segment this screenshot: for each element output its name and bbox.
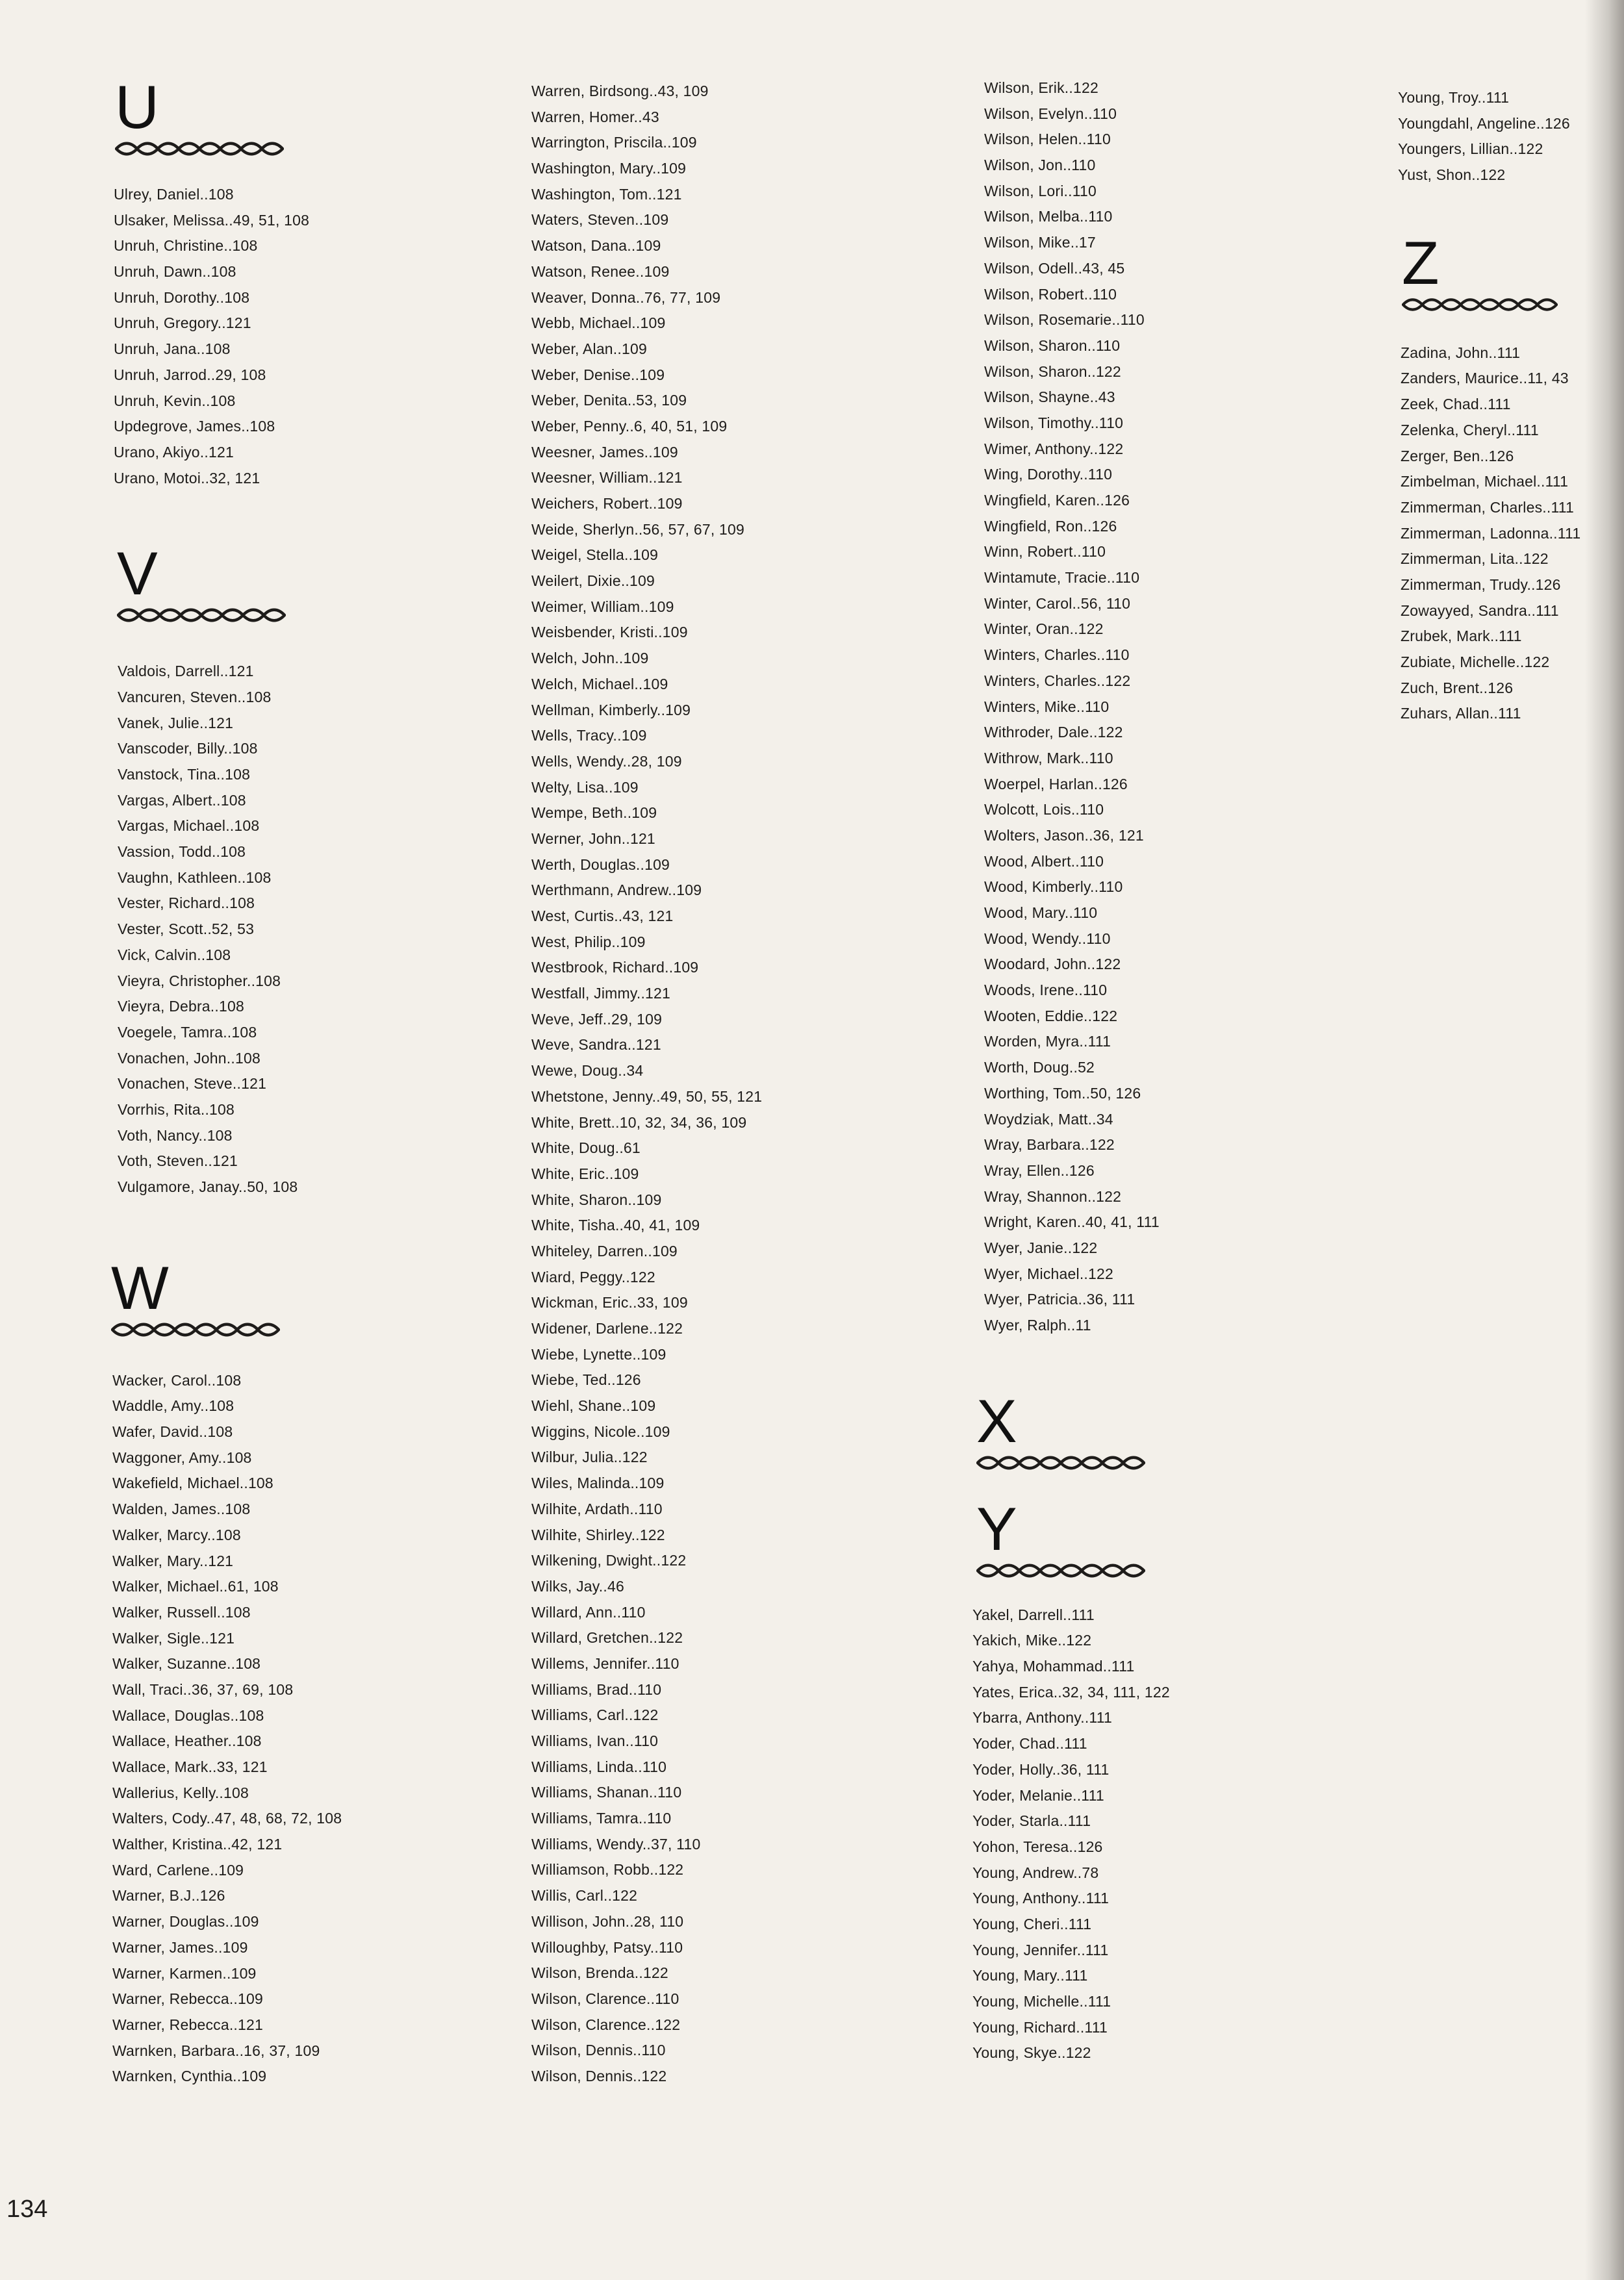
index-entry: Williams, Ivan..110 xyxy=(531,1732,659,1749)
index-entry: Warnken, Cynthia..109 xyxy=(112,2068,267,2085)
index-entry: Unruh, Gregory..121 xyxy=(114,314,251,332)
index-entry: Wilson, Dennis..122 xyxy=(531,2067,667,2084)
index-entry: Washington, Mary..109 xyxy=(531,160,687,177)
index-entry: Vargas, Michael..108 xyxy=(118,817,260,835)
squiggle-divider-icon xyxy=(117,605,286,625)
index-entry: Walker, Russell..108 xyxy=(112,1603,251,1621)
index-entry: Wacker, Carol..108 xyxy=(112,1371,242,1389)
index-entry: Wolters, Jason..36, 121 xyxy=(984,826,1144,844)
entries-y xyxy=(972,1602,1336,2066)
index-entry: Vieyra, Debra..108 xyxy=(118,998,244,1015)
index-entry: Woodard, John..122 xyxy=(984,956,1121,973)
index-entry: Wilson, Timothy..110 xyxy=(984,414,1124,431)
index-entry: White, Eric..109 xyxy=(531,1165,639,1182)
index-entry: Yakel, Darrell..111 xyxy=(972,1606,1095,1623)
index-entry: Youngers, Lillian..122 xyxy=(1398,140,1543,158)
index-entry: White, Sharon..109 xyxy=(531,1191,662,1208)
index-entry: Wilson, Melba..110 xyxy=(984,208,1113,225)
index-entry: Zowayyed, Sandra..111 xyxy=(1401,602,1559,619)
index-entry: Werner, John..121 xyxy=(531,830,655,847)
index-entry: Zerger, Ben..126 xyxy=(1401,447,1514,464)
index-entry: Wintamute, Tracie..110 xyxy=(984,569,1140,587)
index-entry: Willison, John..28, 110 xyxy=(531,1912,684,1930)
index-entry: Yoder, Holly..36, 111 xyxy=(972,1760,1110,1778)
index-entry: Wallace, Mark..33, 121 xyxy=(112,1758,268,1775)
index-entry: Weilert, Dixie..109 xyxy=(531,572,655,590)
index-entry: Warner, James..109 xyxy=(112,1938,248,1956)
index-entry: Wilks, Jay..46 xyxy=(531,1577,624,1595)
index-entry: Wilson, Sharon..122 xyxy=(984,362,1121,380)
index-entry: Wray, Ellen..126 xyxy=(984,1161,1095,1179)
index-entry: Vargas, Albert..108 xyxy=(118,791,246,809)
squiggle-divider-icon xyxy=(1402,295,1558,314)
index-entry: Wafer, David..108 xyxy=(112,1423,233,1441)
squiggle-divider-icon xyxy=(115,139,284,158)
index-entry: Wilson, Mike..17 xyxy=(984,234,1096,251)
index-entry: Withrow, Mark..110 xyxy=(984,749,1113,766)
page-number: 134 xyxy=(6,2196,48,2223)
index-entry: Young, Troy..111 xyxy=(1398,89,1510,106)
index-entry: Vanscoder, Billy..108 xyxy=(118,740,258,757)
index-entry: Withroder, Dale..122 xyxy=(984,724,1123,741)
index-entry: Wilhite, Ardath..110 xyxy=(531,1500,663,1517)
index-entry: Wilson, Clarence..110 xyxy=(531,1990,679,2007)
index-entry: Wallerius, Kelly..108 xyxy=(112,1784,249,1801)
index-entry: Wickman, Eric..33, 109 xyxy=(531,1294,688,1311)
index-entry: Wilson, Helen..110 xyxy=(984,131,1111,148)
index-entry: Ybarra, Anthony..111 xyxy=(972,1709,1112,1727)
index-entry: Wilson, Jon..110 xyxy=(984,157,1096,174)
index-entry: Wolcott, Lois..110 xyxy=(984,801,1104,818)
index-entry: Williams, Carl..122 xyxy=(531,1706,659,1724)
index-entry: Vester, Scott..52, 53 xyxy=(118,920,255,938)
index-entry: Williams, Brad..110 xyxy=(531,1680,662,1698)
index-entry: Yoder, Starla..111 xyxy=(972,1812,1091,1830)
index-entry: Unruh, Christine..108 xyxy=(114,237,258,255)
index-entry: Winter, Oran..122 xyxy=(984,620,1104,638)
index-entry: Willis, Carl..122 xyxy=(531,1887,638,1905)
index-entry: Watson, Renee..109 xyxy=(531,262,670,280)
entries-w-continued xyxy=(531,79,895,2090)
index-entry: Wiehl, Shane..109 xyxy=(531,1397,656,1415)
index-entry: Wyer, Michael..122 xyxy=(984,1265,1113,1282)
entries-u xyxy=(114,182,471,491)
index-entry: Warren, Homer..43 xyxy=(531,108,659,125)
squiggle-divider-icon xyxy=(976,1561,1145,1580)
index-entry: Winter, Carol..56, 110 xyxy=(984,594,1131,612)
index-entry: Worth, Doug..52 xyxy=(984,1059,1095,1076)
index-entry: Wood, Mary..110 xyxy=(984,904,1098,921)
index-entry: Wakefield, Michael..108 xyxy=(112,1475,273,1492)
index-entry: Zuch, Brent..126 xyxy=(1401,679,1514,696)
index-entry: Whetstone, Jenny..49, 50, 55, 121 xyxy=(531,1087,763,1105)
index-entry: Williams, Tamra..110 xyxy=(531,1810,672,1827)
index-entry: Wilson, Robert..110 xyxy=(984,285,1117,303)
index-entry: Willems, Jennifer..110 xyxy=(531,1654,679,1672)
index-entry: Wilson, Shayne..43 xyxy=(984,388,1115,406)
index-entry: Wiebe, Ted..126 xyxy=(531,1371,641,1389)
index-entry: Watson, Dana..109 xyxy=(531,237,661,255)
index-entry: Vonachen, Steve..121 xyxy=(118,1075,267,1093)
index-entry: Webb, Michael..109 xyxy=(531,314,666,332)
section-letter-u: U xyxy=(115,73,159,141)
index-entry: Wing, Dorothy..110 xyxy=(984,466,1113,483)
index-entry: Young, Jennifer..111 xyxy=(972,1941,1109,1958)
index-entry: Zimbelman, Michael..111 xyxy=(1401,473,1569,490)
index-entry: Woods, Irene..110 xyxy=(984,982,1108,999)
index-entry: Voth, Steven..121 xyxy=(118,1152,238,1170)
index-entry: Wiles, Malinda..109 xyxy=(531,1475,665,1492)
index-entry: Worthing, Tom..50, 126 xyxy=(984,1084,1141,1102)
section-letter-x: X xyxy=(976,1386,1017,1455)
index-entry: Vanek, Julie..121 xyxy=(118,714,234,731)
index-entry: Winters, Charles..122 xyxy=(984,672,1131,689)
index-entry: Williams, Wendy..37, 110 xyxy=(531,1835,701,1853)
index-entry: Weimer, William..109 xyxy=(531,598,674,615)
index-entry: West, Philip..109 xyxy=(531,933,646,950)
index-entry: Wilson, Clarence..122 xyxy=(531,2016,681,2033)
index-entry: Yoder, Melanie..111 xyxy=(972,1786,1104,1804)
column-2 xyxy=(531,79,895,2090)
index-entry: Wells, Tracy..109 xyxy=(531,727,647,744)
index-entry: Welty, Lisa..109 xyxy=(531,778,639,796)
index-entry: Warnken, Barbara..16, 37, 109 xyxy=(112,2042,320,2059)
index-entry: Waddle, Amy..108 xyxy=(112,1397,235,1415)
index-entry: Warner, Karmen..109 xyxy=(112,1964,257,1982)
index-entry: Weigel, Stella..109 xyxy=(531,546,659,564)
index-entry: Wood, Albert..110 xyxy=(984,852,1104,870)
index-entry: Weber, Penny..6, 40, 51, 109 xyxy=(531,417,728,435)
index-entry: Yates, Erica..32, 34, 111, 122 xyxy=(972,1683,1170,1701)
index-entry: Zimmerman, Lita..122 xyxy=(1401,550,1549,568)
index-entry: Yoder, Chad..111 xyxy=(972,1735,1087,1753)
section-v-header xyxy=(117,539,471,625)
index-entry: Werth, Douglas..109 xyxy=(531,855,670,873)
index-entry: Westbrook, Richard..109 xyxy=(531,959,699,976)
index-entry: Wooten, Eddie..122 xyxy=(984,1007,1118,1024)
index-entry: Weber, Alan..109 xyxy=(531,340,647,357)
index-entry: Wewe, Doug..34 xyxy=(531,1062,644,1080)
index-entry: Weichers, Robert..109 xyxy=(531,495,683,512)
index-entry: Wood, Kimberly..110 xyxy=(984,878,1123,896)
index-entry: Walden, James..108 xyxy=(112,1501,251,1518)
index-entry: Voth, Nancy..108 xyxy=(118,1126,233,1144)
index-entry: Widener, Darlene..122 xyxy=(531,1320,683,1337)
index-entry: Vester, Richard..108 xyxy=(118,894,255,912)
index-entry: Voegele, Tamra..108 xyxy=(118,1023,257,1041)
index-entry: Walker, Sigle..121 xyxy=(112,1629,235,1647)
column-4 xyxy=(1395,85,1616,727)
entries-z xyxy=(1401,340,1616,727)
index-entry: Zimmerman, Charles..111 xyxy=(1401,498,1575,516)
index-entry: Zubiate, Michelle..122 xyxy=(1401,653,1550,670)
index-entry: Unruh, Dorothy..108 xyxy=(114,288,250,306)
section-y-header xyxy=(976,1494,1336,1580)
index-entry: White, Tisha..40, 41, 109 xyxy=(531,1217,700,1234)
index-entry: Zrubek, Mark..111 xyxy=(1401,627,1522,645)
index-entry: Walker, Marcy..108 xyxy=(112,1526,241,1543)
index-entry: Vanstock, Tina..108 xyxy=(118,766,251,783)
index-entry: White, Brett..10, 32, 34, 36, 109 xyxy=(531,1113,747,1131)
index-entry: Ulsaker, Melissa..49, 51, 108 xyxy=(114,211,310,229)
index-entry: Urano, Motoi..32, 121 xyxy=(114,469,260,487)
index-entry: Weesner, James..109 xyxy=(531,443,678,461)
section-z-header xyxy=(1402,228,1616,314)
index-entry: Weve, Sandra..121 xyxy=(531,1036,661,1054)
index-entry: Wood, Wendy..110 xyxy=(984,930,1111,947)
index-entry: Weaver, Donna..76, 77, 109 xyxy=(531,288,721,306)
index-entry: Walker, Mary..121 xyxy=(112,1552,234,1569)
index-entry: Vick, Calvin..108 xyxy=(118,946,231,963)
index-entry: Yohon, Teresa..126 xyxy=(972,1838,1103,1855)
index-entry: Ward, Carlene..109 xyxy=(112,1861,244,1879)
index-entry: Woerpel, Harlan..126 xyxy=(984,775,1128,792)
index-entry: Weisbender, Kristi..109 xyxy=(531,624,688,641)
index-entry: Vancuren, Steven..108 xyxy=(118,688,272,705)
index-entry: Wingfield, Ron..126 xyxy=(984,517,1117,535)
index-entry: Updegrove, James..108 xyxy=(114,418,275,435)
index-entry: Wilson, Erik..122 xyxy=(984,79,1098,96)
index-entry: Wallace, Heather..108 xyxy=(112,1732,262,1750)
index-entry: Waggoner, Amy..108 xyxy=(112,1449,252,1466)
index-entry: Williams, Linda..110 xyxy=(531,1758,667,1775)
index-entry: Wimer, Anthony..122 xyxy=(984,440,1124,457)
index-entry: Welch, John..109 xyxy=(531,650,649,667)
index-entry: Weide, Sherlyn..56, 57, 67, 109 xyxy=(531,520,744,538)
index-entry: Worden, Myra..111 xyxy=(984,1033,1111,1050)
index-entry: Werthmann, Andrew..109 xyxy=(531,881,702,899)
index-entry: Wilhite, Shirley..122 xyxy=(531,1526,665,1543)
index-entry: Wilson, Sharon..110 xyxy=(984,336,1121,354)
index-entry: Unruh, Jarrod..29, 108 xyxy=(114,366,266,383)
index-entry: Walker, Suzanne..108 xyxy=(112,1655,261,1673)
section-x-header xyxy=(976,1386,1336,1473)
index-entry: Vorrhis, Rita..108 xyxy=(118,1100,235,1118)
index-entry: Wray, Barbara..122 xyxy=(984,1136,1115,1154)
index-entry: Zuhars, Allan..111 xyxy=(1401,705,1521,722)
index-entry: Winn, Robert..110 xyxy=(984,543,1106,561)
index-entry: Zimmerman, Ladonna..111 xyxy=(1401,524,1581,542)
column-1 xyxy=(107,73,471,2090)
squiggle-divider-icon xyxy=(111,1320,280,1339)
index-entry: Wallace, Douglas..108 xyxy=(112,1706,264,1724)
index-entry: Weber, Denise..109 xyxy=(531,366,665,383)
index-entry: Weber, Denita..53, 109 xyxy=(531,392,687,409)
index-entry: Wiggins, Nicole..109 xyxy=(531,1423,670,1440)
index-entry: White, Doug..61 xyxy=(531,1139,641,1157)
index-entry: Wyer, Patricia..36, 111 xyxy=(984,1291,1136,1308)
index-entry: Wells, Wendy..28, 109 xyxy=(531,752,682,770)
index-entry: Wilson, Rosemarie..110 xyxy=(984,311,1145,329)
index-entry: Yakich, Mike..122 xyxy=(972,1632,1092,1649)
index-entry: Wilson, Dennis..110 xyxy=(531,2042,666,2059)
entries-y-continued xyxy=(1398,85,1616,188)
index-entry: Wright, Karen..40, 41, 111 xyxy=(984,1213,1160,1231)
index-entry: Warren, Birdsong..43, 109 xyxy=(531,82,709,99)
index-entry: Williams, Shanan..110 xyxy=(531,1784,682,1801)
index-entry: Zimmerman, Trudy..126 xyxy=(1401,576,1561,593)
index-entry: Walters, Cody..47, 48, 68, 72, 108 xyxy=(112,1810,342,1827)
index-entry: Young, Andrew..78 xyxy=(972,1864,1099,1881)
index-entry: Zadina, John..111 xyxy=(1401,344,1521,361)
index-entry: Wellman, Kimberly..109 xyxy=(531,701,691,718)
index-entry: Winters, Mike..110 xyxy=(984,698,1110,715)
index-entry: Young, Richard..111 xyxy=(972,2018,1108,2036)
index-entry: Wyer, Janie..122 xyxy=(984,1239,1098,1256)
index-entry: Young, Mary..111 xyxy=(972,1967,1088,1984)
section-u-header xyxy=(115,73,471,158)
index-entry: Warner, B.J..126 xyxy=(112,1887,225,1905)
index-entry: Warner, Douglas..109 xyxy=(112,1913,259,1931)
index-entry: Washington, Tom..121 xyxy=(531,185,682,203)
index-entry: Waters, Steven..109 xyxy=(531,211,669,229)
index-entry: Wilson, Evelyn..110 xyxy=(984,105,1117,122)
index-entry: West, Curtis..43, 121 xyxy=(531,907,674,924)
index-entry: Vulgamore, Janay..50, 108 xyxy=(118,1178,298,1195)
index-entry: Wyer, Ralph..11 xyxy=(984,1317,1091,1334)
index-entry: Wempe, Beth..109 xyxy=(531,804,657,822)
index-entry: Vassion, Todd..108 xyxy=(118,843,246,861)
section-w-header xyxy=(111,1253,471,1339)
index-entry: Welch, Michael..109 xyxy=(531,675,668,692)
index-entry: Wray, Shannon..122 xyxy=(984,1187,1122,1205)
index-entry: Warrington, Priscila..109 xyxy=(531,134,697,151)
index-entry: Whiteley, Darren..109 xyxy=(531,1242,678,1260)
index-entry: Zeek, Chad..111 xyxy=(1401,396,1511,413)
index-entry: Wilson, Odell..43, 45 xyxy=(984,259,1125,277)
index-entry: Zelenka, Cheryl..111 xyxy=(1401,421,1539,438)
column-3 xyxy=(972,75,1336,2066)
index-entry: Wilbur, Julia..122 xyxy=(531,1449,648,1466)
index-entry: Zanders, Maurice..11, 43 xyxy=(1401,370,1569,387)
index-entry: Wingfield, Karen..126 xyxy=(984,492,1130,509)
index-entry: Young, Cheri..111 xyxy=(972,1915,1092,1932)
section-letter-w: W xyxy=(111,1253,169,1322)
index-entry: Wilson, Brenda..122 xyxy=(531,1964,668,1982)
index-entry: Westfall, Jimmy..121 xyxy=(531,985,671,1002)
index-entry: Wiard, Peggy..122 xyxy=(531,1268,655,1286)
index-entry: Yust, Shon..122 xyxy=(1398,166,1506,184)
index-entry: Walther, Kristina..42, 121 xyxy=(112,1836,283,1853)
index-entry: Valdois, Darrell..121 xyxy=(118,663,254,680)
section-letter-z: Z xyxy=(1402,228,1440,297)
entries-v xyxy=(118,659,471,1200)
index-entry: Warner, Rebecca..109 xyxy=(112,1990,263,2008)
section-letter-v: V xyxy=(117,539,158,608)
index-entry: Woydziak, Matt..34 xyxy=(984,1110,1113,1128)
index-entry: Weve, Jeff..29, 109 xyxy=(531,1010,663,1028)
section-letter-y: Y xyxy=(976,1494,1017,1563)
index-entry: Willard, Gretchen..122 xyxy=(531,1629,683,1647)
squiggle-divider-icon xyxy=(976,1453,1145,1473)
index-entry: Wiebe, Lynette..109 xyxy=(531,1345,666,1363)
index-entry: Young, Anthony..111 xyxy=(972,1890,1110,1907)
index-entry: Unruh, Jana..108 xyxy=(114,340,231,358)
index-entry: Young, Skye..122 xyxy=(972,2044,1091,2062)
index-entry: Youngdahl, Angeline..126 xyxy=(1398,114,1570,132)
index-entry: Unruh, Dawn..108 xyxy=(114,263,236,281)
index-entry: Wall, Traci..36, 37, 69, 108 xyxy=(112,1680,294,1698)
index-entry: Winters, Charles..110 xyxy=(984,646,1130,664)
entries-w-continued-2 xyxy=(984,75,1336,1339)
index-entry: Willard, Ann..110 xyxy=(531,1603,646,1621)
index-entry: Vieyra, Christopher..108 xyxy=(118,972,281,989)
index-entry: Wilson, Lori..110 xyxy=(984,182,1097,199)
index-entry: Weesner, William..121 xyxy=(531,469,683,487)
index-entry: Urano, Akiyo..121 xyxy=(114,443,234,461)
index-entry: Wilkening, Dwight..122 xyxy=(531,1552,687,1569)
index-entry: Warner, Rebecca..121 xyxy=(112,2016,263,2033)
index-entry: Ulrey, Daniel..108 xyxy=(114,186,234,203)
index-entry: Young, Michelle..111 xyxy=(972,1993,1111,2010)
index-entry: Williamson, Robb..122 xyxy=(531,1861,684,1879)
index-entry: Willoughby, Patsy..110 xyxy=(531,1938,683,1956)
index-entry: Walker, Michael..61, 108 xyxy=(112,1578,279,1595)
index-entry: Vaughn, Kathleen..108 xyxy=(118,868,272,886)
index-entry: Vonachen, John..108 xyxy=(118,1049,260,1067)
entries-w xyxy=(112,1368,471,2090)
index-entry: Unruh, Kevin..108 xyxy=(114,392,236,409)
index-entry: Yahya, Mohammad..111 xyxy=(972,1658,1135,1675)
